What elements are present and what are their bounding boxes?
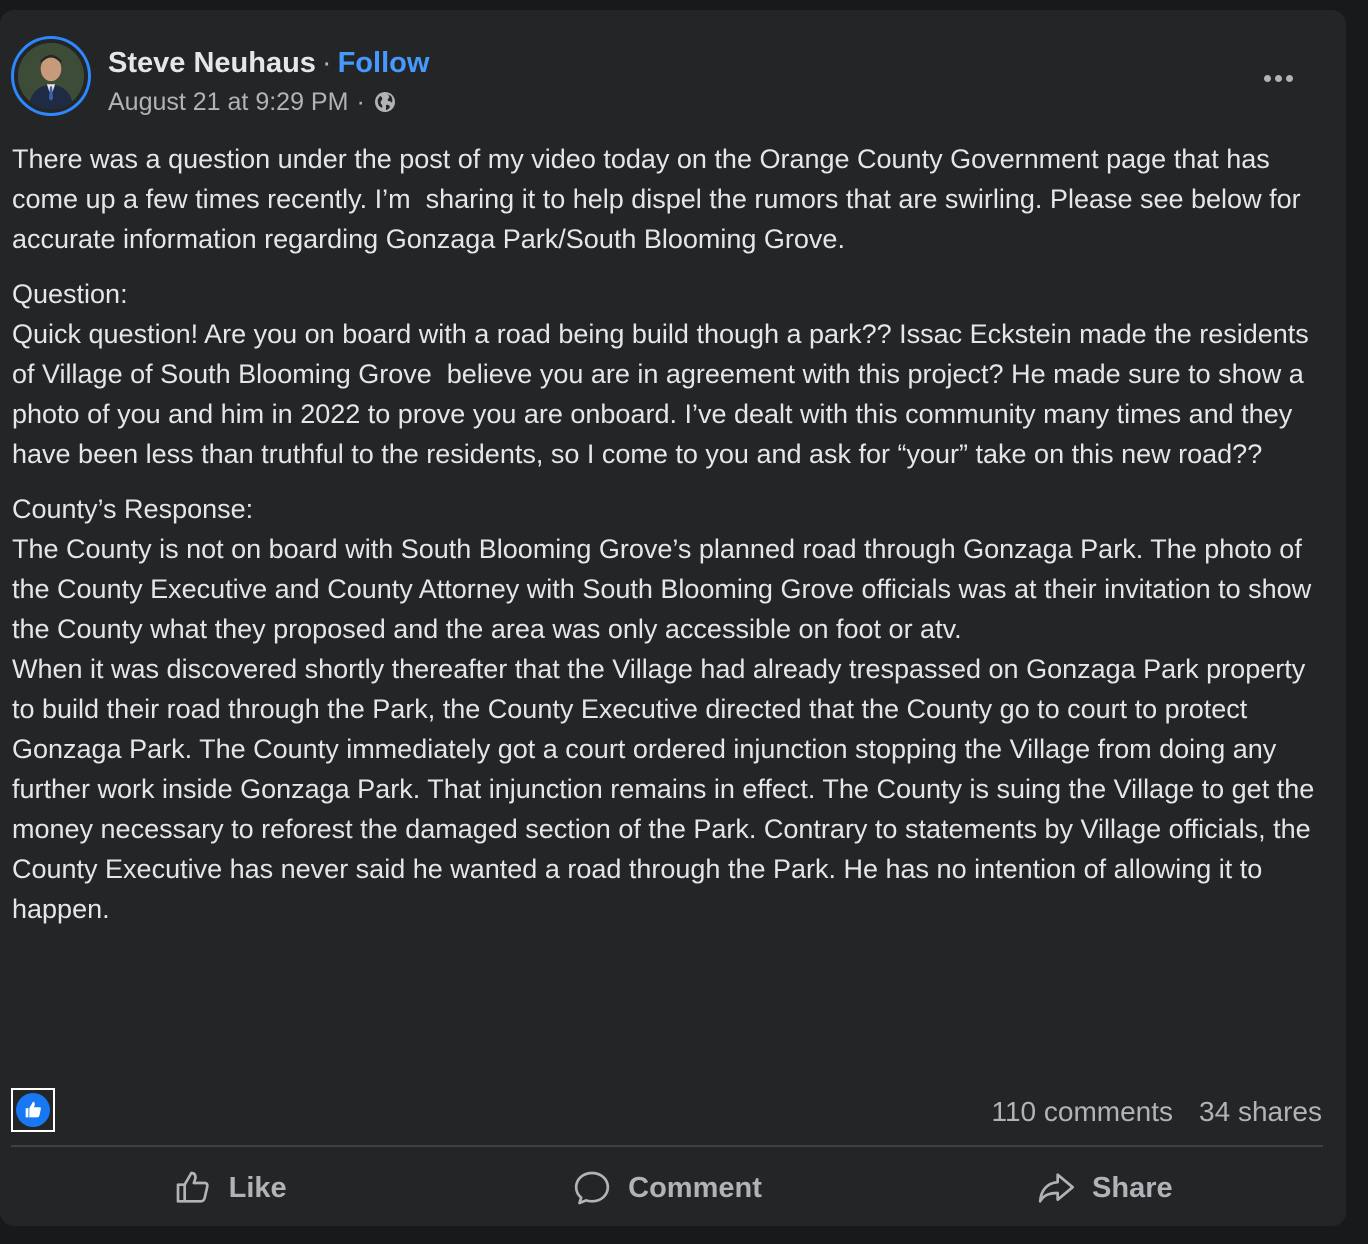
post-card — [0, 10, 1346, 1226]
more-dot — [1275, 75, 1282, 82]
like-reaction-icon — [16, 1093, 50, 1127]
comment-button[interactable] — [448, 1160, 885, 1216]
post-meta — [108, 86, 397, 118]
post-paragraph-intro: There was a question under the post of my video today on the Orange County Government page that has come up a few times recently. I’m sharing it to help dispel the rumors that are swirling. Please see below for accurate information regarding Gonzaga Park/South Blooming Grove. — [12, 144, 1309, 254]
post-paragraph-response: County’s Response: The County is not on board with South Blooming Grove’s planned road through Gonzaga Park. The photo of the County Executive and County Attorney with South Blooming Grove officials was at their invitation to show the County what they proposed and the area was only accessible on foot or atv. When it was discovered shortly thereafter that the Village had already trespassed on Gonzaga Park property to build their road through the Park, the County Executive directed that the County go to court to protect Gonzaga Park. The County immediately got a court ordered injunction stopping the Village from doing any further work inside Gonzaga Park. That injunction remains in effect. The County is suing the Village to get the money necessary to reforest the damaged section of the Park. Contrary to statements by Village officials, the County Executive has never said he wanted a road through the Park. He has no intention of allowing it to happen. — [12, 494, 1315, 924]
shares-count[interactable]: 34 shares — [1199, 1096, 1322, 1127]
author-avatar[interactable] — [11, 36, 91, 116]
globe-icon — [373, 90, 397, 114]
post-body — [12, 139, 1334, 944]
post-stats — [991, 1092, 1322, 1132]
follow-button[interactable]: Follow — [337, 47, 430, 79]
author-name[interactable]: Steve Neuhaus — [108, 47, 316, 79]
more-dot — [1286, 75, 1293, 82]
like-label: Like — [228, 1171, 287, 1204]
like-button[interactable] — [11, 1160, 448, 1216]
comment-label: Comment — [628, 1171, 762, 1204]
share-label: Share — [1092, 1171, 1173, 1204]
share-button[interactable] — [886, 1160, 1323, 1216]
avatar-photo — [18, 43, 84, 109]
meta-separator: · — [356, 88, 365, 116]
comment-bubble-icon — [572, 1168, 612, 1208]
author-separator: · — [321, 47, 332, 79]
share-arrow-icon — [1036, 1168, 1076, 1208]
thumbs-up-icon — [173, 1168, 213, 1208]
post-actions — [11, 1160, 1323, 1216]
comments-count[interactable]: 110 comments — [991, 1096, 1174, 1127]
post-paragraph-question: Question: Quick question! Are you on board with a road being build though a park?? Issac Eckstein made the residents of Village of South Blooming Grove believe you are in agreement with this project? He made sure to show a photo of you and him in 2022 to prove you are onboard. I’ve dealt with this community many times and they have been less than truthful to the residents, so I come to you and ask for “your” take on this new road?? — [12, 279, 1309, 469]
more-dot — [1264, 75, 1271, 82]
post-timestamp[interactable]: August 21 at 9:29 PM — [108, 88, 349, 116]
author-line — [108, 46, 429, 80]
more-options-button[interactable] — [1256, 62, 1300, 94]
reactions-summary[interactable] — [11, 1088, 55, 1132]
person-silhouette-icon — [18, 43, 84, 109]
actions-divider — [11, 1145, 1323, 1147]
